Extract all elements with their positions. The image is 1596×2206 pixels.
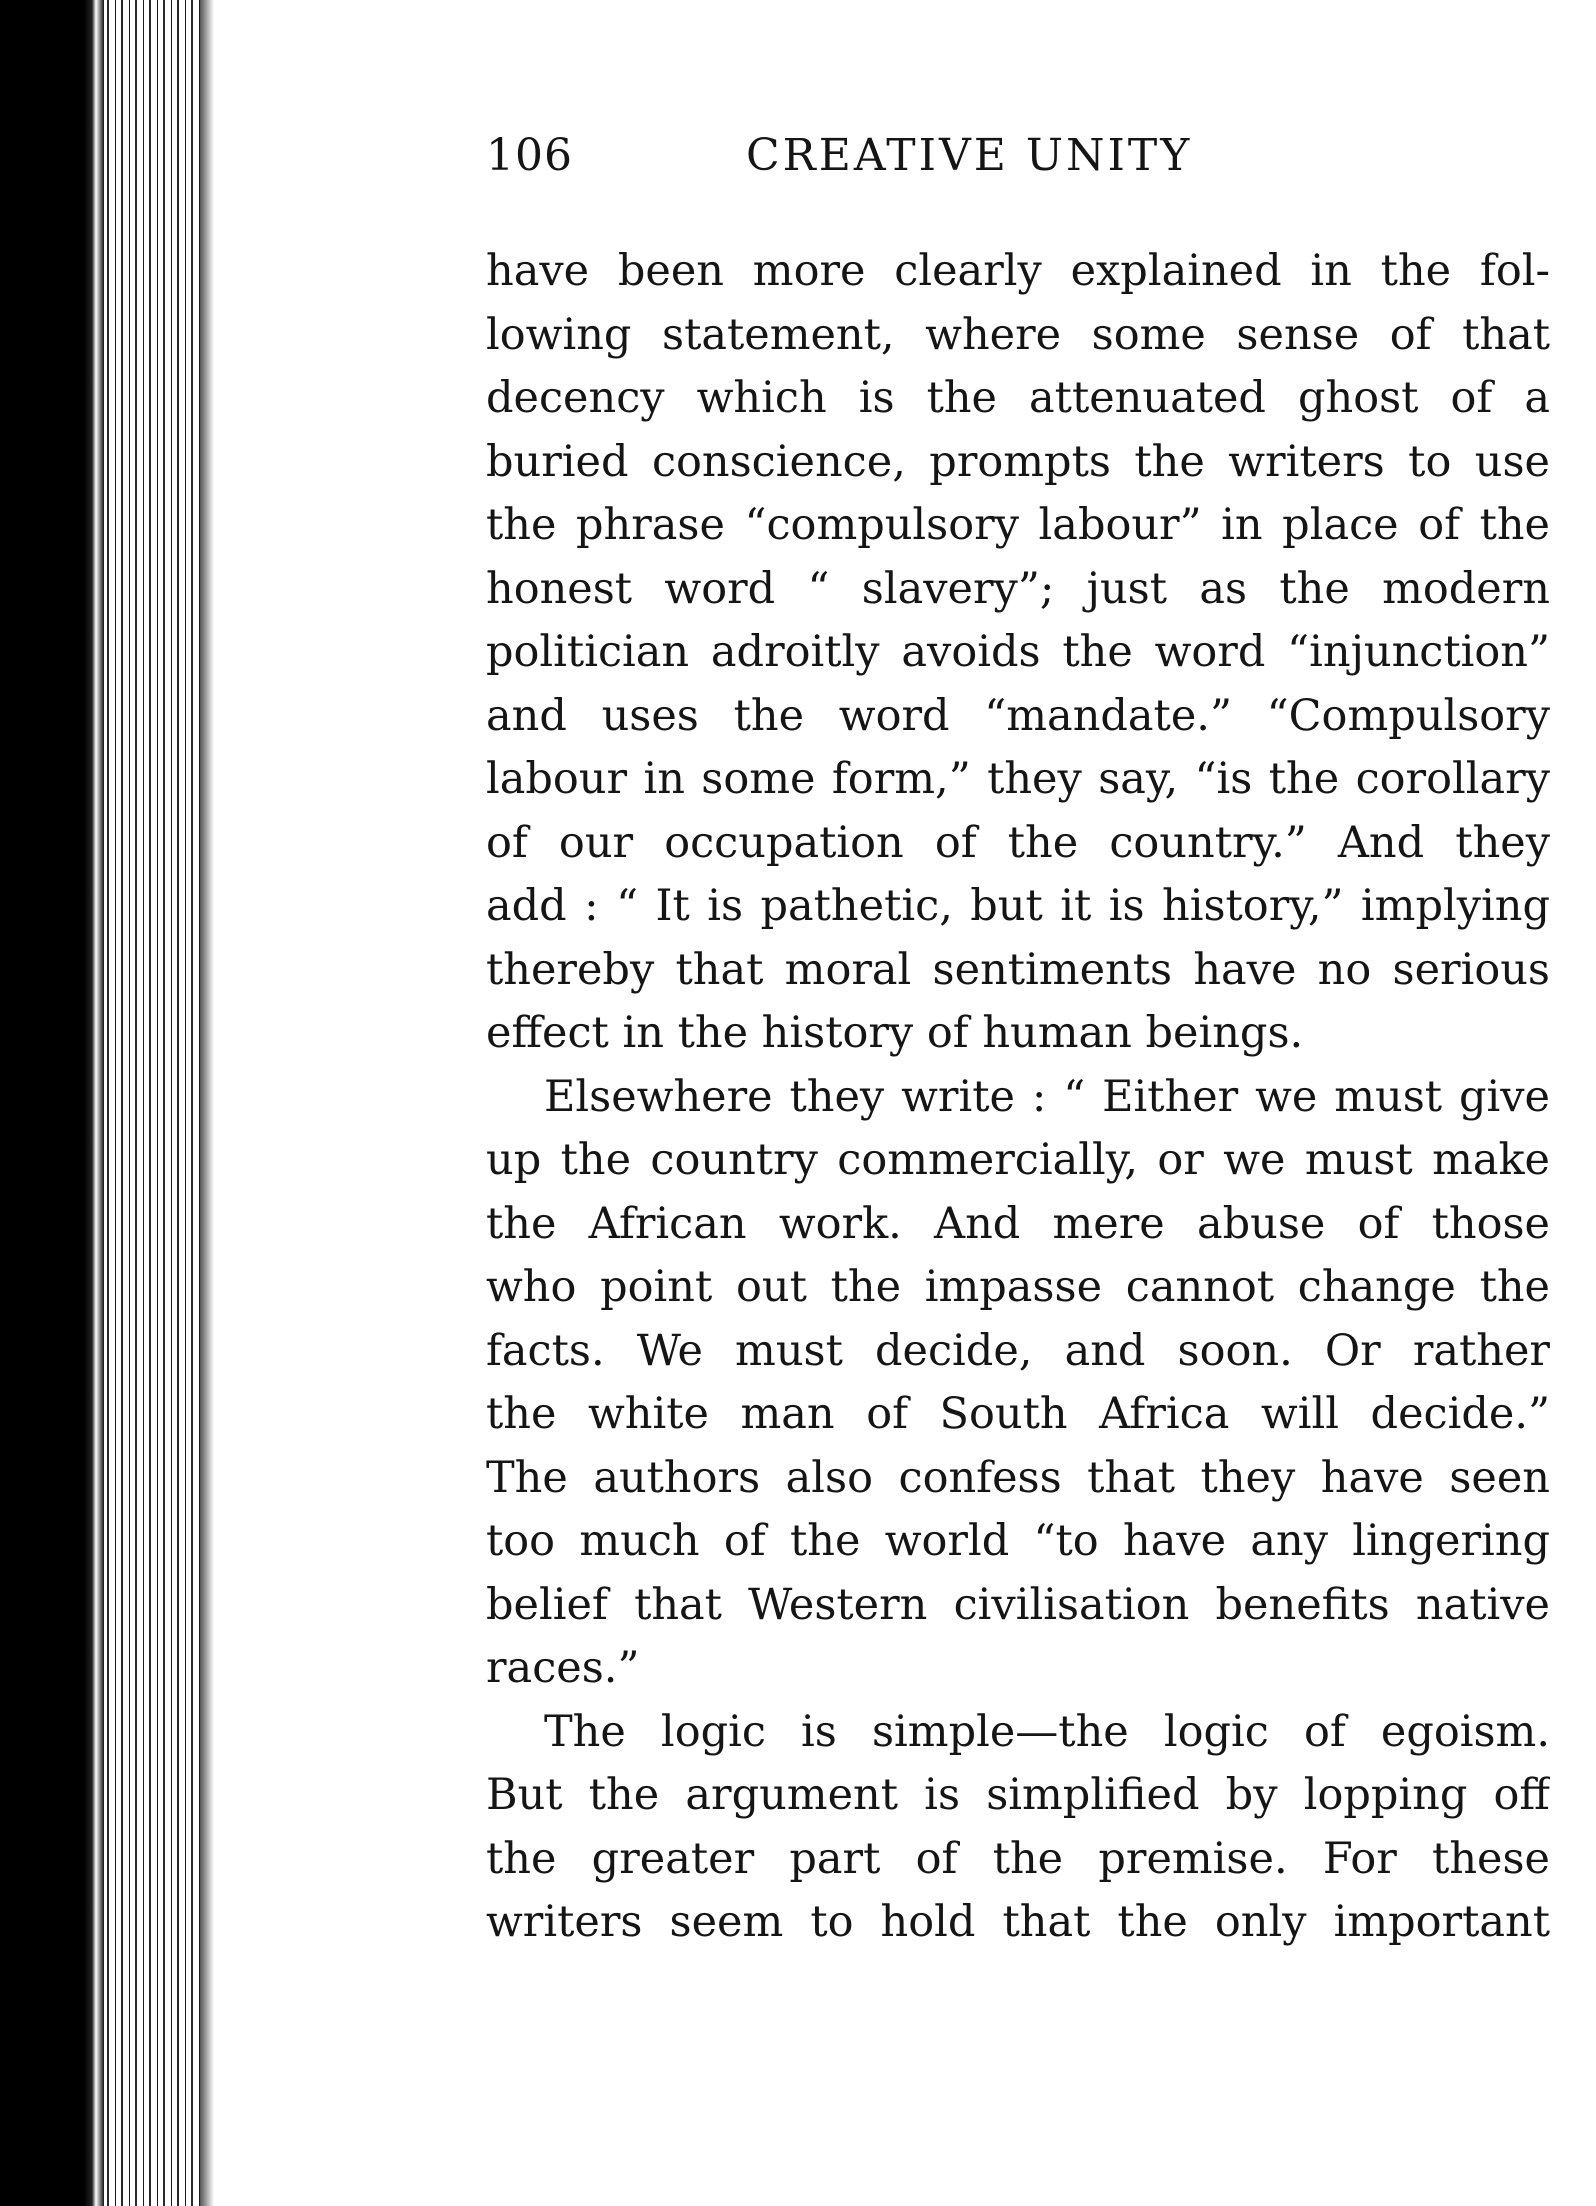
text-line: honest word “ slavery”; just as the modern [486,563,1550,614]
text-line: up the country commercially, or we must make [486,1135,1550,1185]
page-title: CREATIVE UNITY [746,130,1193,181]
text-line: too much of the world “to have any lingering [486,1516,1550,1566]
page-number: 106 [486,130,573,181]
text-line: Elsewhere they write : “ Either we must give [544,1071,1550,1122]
text-line: facts. We must decide, and soon. Or rather [486,1325,1550,1376]
body-text [486,240,1550,1955]
text-line: writers seem to hold that the only important [486,1897,1550,1947]
text-line: But the argument is simplified by lopping off [486,1770,1550,1820]
book-spine-shadow [0,0,84,2206]
text-line: lowing statement, where some sense of that [486,309,1550,360]
text-line: politician adroitly avoids the word “injunction” [486,627,1550,677]
text-line: the phrase “compulsory labour” in place of the [486,500,1550,550]
book-edge-fade [200,0,214,2206]
text-line: effect in the history of human beings. [486,1008,1304,1058]
text-line: decency which is the attenuated ghost of a [486,373,1550,423]
book-page [486,130,1550,1955]
running-head [486,130,1550,210]
text-line: who point out the impasse cannot change the [486,1262,1550,1312]
text-line: and uses the word “mandate.” “Compulsory [486,690,1550,741]
text-line: of our occupation of the country.” And they [486,817,1550,868]
text-line: belief that Western civilisation benefits native [486,1579,1550,1630]
text-line: add : “ It is pathetic, but it is history,” implying [486,881,1550,931]
text-line: The authors also confess that they have seen [486,1452,1550,1503]
text-line: The logic is simple—the logic of egoism. [544,1706,1550,1757]
text-line: the African work. And mere abuse of those [486,1198,1550,1249]
text-line: thereby that moral sentiments have no serious [486,944,1550,995]
text-line: buried conscience, prompts the writers to use [486,436,1550,487]
text-line: the white man of South Africa will decide.” [486,1389,1550,1439]
book-spine-gradient [84,0,104,2206]
text-line: have been more clearly explained in the fol- [486,246,1550,296]
text-line: labour in some form,” they say, “is the corollary [486,754,1550,804]
text-line: the greater part of the premise. For these [486,1833,1550,1884]
text-line: races.” [486,1643,640,1693]
